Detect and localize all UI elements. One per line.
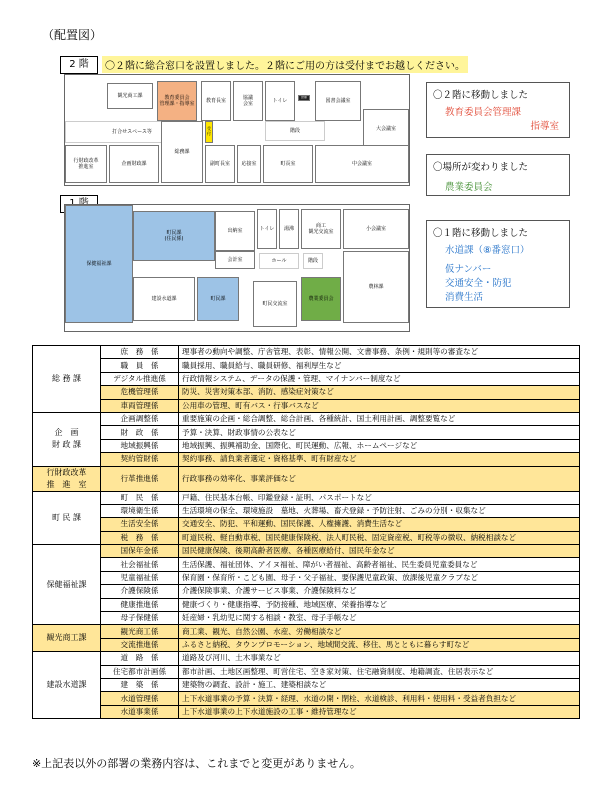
room-kaigi: 協議 会室 — [233, 81, 263, 121]
room-kaidan-2f: 階段 — [265, 121, 325, 141]
section-description: 行政情報システム、データの保護・管理、マイナンバー制度など — [179, 372, 580, 385]
table-row — [33, 466, 580, 491]
room-shutsunou: 出納室 — [215, 211, 255, 251]
table-row — [33, 665, 580, 678]
room-nogyo: 農業委員会 — [301, 277, 341, 321]
table-row — [33, 386, 580, 399]
section-description: 生活保護、福祉団体、アイヌ福祉、障がい者福祉、高齢者福祉、民生委員児童委員など — [179, 558, 580, 571]
section-description: 町道民税、軽自動車税、国民健康保険税、法人町民税、固定資産税、町税等の徴収、納税相談など — [179, 531, 580, 544]
section-description: 地域振興、振興補助金、国際化、町民運動、広報、ホームページなど — [179, 439, 580, 452]
table-row — [33, 612, 580, 625]
table-row — [33, 558, 580, 571]
room-gyoseki: 行財政改革 推進室 — [65, 145, 107, 183]
section-description: 生活環境の保全、環境施設 墓地、火葬場、畜犬登録・予防注射、ごみの分別・収集など — [179, 504, 580, 517]
section-description: 理事者の動向や調整、庁舎管理、表彰、情報公開、文書事務、条例・規則等の審査など — [179, 346, 580, 359]
section-description: 道路及び河川、土木事業など — [179, 652, 580, 665]
section-name: 児童福祉係 — [101, 571, 179, 584]
room-uketsuke: 受付 — [205, 121, 213, 143]
section-description: 行政事務の効率化、事業評価など — [179, 466, 580, 491]
room-somu: 総務課 — [161, 121, 203, 183]
section-name: 企画調整係 — [101, 412, 179, 425]
dept-name: 行財政改革 推 進 室 — [33, 466, 101, 491]
room-storage: 倉庫 — [298, 95, 310, 101]
room-gesui: 湯沸 — [279, 209, 299, 249]
department-table — [32, 345, 580, 719]
section-name: デジタル推進係 — [101, 372, 179, 385]
section-name: 道 路 係 — [101, 652, 179, 665]
floor1-plan — [64, 204, 410, 332]
table-row — [33, 453, 580, 466]
callout2-head: 〇場所が変わりました — [433, 162, 529, 173]
section-description: 妊産婦・乳幼児に関する相談・教室、母子手帳など — [179, 612, 580, 625]
table-row — [33, 426, 580, 439]
callout2-line1: 農業委員会 — [445, 182, 493, 193]
section-description: 建築物の調査、設計・施工、建築相談など — [179, 678, 580, 691]
table-row — [33, 625, 580, 638]
room-kyoikucho: 教育長室 — [201, 81, 231, 121]
section-name: 職 員 係 — [101, 359, 179, 372]
section-name: 交流推進係 — [101, 638, 179, 651]
section-name: 契約管財係 — [101, 453, 179, 466]
table-row — [33, 705, 580, 718]
room-chocho: 町長室 — [263, 145, 313, 183]
section-name: 水道事業係 — [101, 705, 179, 718]
section-name: 財 政 係 — [101, 426, 179, 439]
room-hall: ホール — [259, 253, 299, 269]
section-description: 都市計画、土地区画整理、町営住宅、空き家対策、住宅融資制度、地籍調査、住居表示など — [179, 665, 580, 678]
callout3-line1: 水道課（⑧番窓口） — [445, 245, 530, 256]
callout3-head: 〇１階に移動しました — [433, 228, 529, 239]
section-description: 重要施策の企画・総合調整、総合計画、各種統計、国土利用計画、調整要覧など — [179, 412, 580, 425]
section-name: 社会福祉係 — [101, 558, 179, 571]
table-row — [33, 346, 580, 359]
table-row — [33, 491, 580, 504]
section-name: 国保年金係 — [101, 545, 179, 558]
room-nourin: 農林課 — [343, 251, 409, 323]
room-kikaku: 企画財政課 — [109, 145, 159, 183]
section-name: 危機管理係 — [101, 386, 179, 399]
callout-moved-1f — [426, 220, 570, 308]
section-description: 上下水道事業の予算・決算・経理、水道の開・閉栓、水道検診、利用料・使用料・受益者負担など — [179, 692, 580, 705]
table-row — [33, 439, 580, 452]
footer-note: ※上記表以外の部署の業務内容は、これまでと変更がありません。 — [32, 757, 361, 770]
section-name: 環境衛生係 — [101, 504, 179, 517]
table-row — [33, 504, 580, 517]
table-row — [33, 585, 580, 598]
section-description: 保育園・保育所・こども園、母子・父子福祉、要保護児童政策、放課後児童クラブなど — [179, 571, 580, 584]
dept-name: 観光商工課 — [33, 625, 101, 652]
section-description: 健康づくり・健康指導、予防接種、地域医療、栄養指導など — [179, 598, 580, 611]
section-name: 行革推進係 — [101, 466, 179, 491]
room-kyoiku: 教育委員会 管理課・指導室 — [157, 81, 197, 121]
section-description: 戸籍、住民基本台帳、印鑑登録・証明、パスポートなど — [179, 491, 580, 504]
callout1-line1: 教育委員会管理課 — [445, 107, 522, 118]
section-description: 国民健康保険、後期高齢者医療、各種医療給付、国民年金など — [179, 545, 580, 558]
dept-name: 総 務 課 — [33, 346, 101, 413]
section-name: 車両管理係 — [101, 399, 179, 412]
dept-name: 町 民 課 — [33, 491, 101, 545]
room-lobby: 打合せスペース等 — [65, 121, 199, 143]
floor2-plan — [64, 74, 410, 186]
table-row — [33, 571, 580, 584]
callout-changed — [426, 154, 570, 196]
floor2-notice: 〇２階に総合窓口を設置しました。２階にご用の方は受付までお越しください。 — [102, 56, 468, 73]
dept-name: 建設水道課 — [33, 652, 101, 719]
section-description: 契約事務、請負業者選定・資格基準、町有財産など — [179, 453, 580, 466]
room-kensetsu: 建設水道課 — [133, 277, 195, 321]
section-description: 交通安全、防犯、平和運動、国民保護、人権擁護、消費生活など — [179, 518, 580, 531]
table-row — [33, 638, 580, 651]
table-row — [33, 678, 580, 691]
room-kanko: 観光商工課 — [107, 83, 153, 109]
callout1-head: 〇２階に移動しました — [433, 90, 529, 101]
callout3-line3: 交通安全・防犯 — [445, 278, 512, 289]
table-row — [33, 531, 580, 544]
room-tosho: 図書会議室 — [315, 81, 361, 121]
room-daikaigi: 大会議室 — [363, 109, 409, 149]
table-row — [33, 545, 580, 558]
section-name: 健康推進係 — [101, 598, 179, 611]
table-row — [33, 399, 580, 412]
room-shoko: 商工 観光交流室 — [301, 209, 341, 249]
section-description: 公用車の管理、町有バス・行事バスなど — [179, 399, 580, 412]
dept-name: 企 画 財 政 課 — [33, 412, 101, 466]
section-name: 観光商工係 — [101, 625, 179, 638]
room-hoken: 保健福祉課 — [65, 205, 133, 323]
section-name: 水道管理係 — [101, 692, 179, 705]
table-row — [33, 692, 580, 705]
section-description: 上下水道事業の上下水道施設の工事・維持管理など — [179, 705, 580, 718]
section-description: 商工業、観光、自然公園、水産、労働相談など — [179, 625, 580, 638]
room-osetsu: 応接室 — [237, 145, 261, 183]
table-row — [33, 372, 580, 385]
table-row — [33, 359, 580, 372]
room-shokaigi: 小会議室 — [343, 209, 409, 249]
room-chomin: 町民課 (住民係) — [133, 211, 215, 261]
room-kaikei: 会計室 — [215, 251, 255, 269]
section-name: 母子保健係 — [101, 612, 179, 625]
section-name: 建 築 係 — [101, 678, 179, 691]
room-chukaigi: 中会議室 — [315, 145, 409, 183]
callout-moved-2f — [426, 82, 570, 138]
section-name: 地域振興係 — [101, 439, 179, 452]
section-description: ふるさと納税、タウンプロモーション、地域間交流、移住、馬とともに暮らす町など — [179, 638, 580, 651]
room-toilet-2f: トイレ — [265, 81, 295, 121]
room-fukucho: 副町長室 — [205, 145, 235, 183]
section-description: 防災、災害対策本部、消防、感染症対策など — [179, 386, 580, 399]
page-title: （配置図） — [42, 28, 103, 42]
section-description: 職員採用、職員給与、職員研修、福利厚生など — [179, 359, 580, 372]
callout3-line2: 仮ナンバー — [445, 264, 492, 275]
section-name: 税 務 係 — [101, 531, 179, 544]
section-name: 庶 務 係 — [101, 346, 179, 359]
dept-name: 保健福祉課 — [33, 545, 101, 625]
table-row — [33, 652, 580, 665]
section-description: 介護保険事業、介護サービス事業、介護保険料など — [179, 585, 580, 598]
room-kaidan-1f: 階段 — [303, 253, 323, 269]
floor2-tag: 2 階 — [60, 56, 98, 74]
callout3-line4: 消費生活 — [445, 292, 484, 303]
table-row — [33, 518, 580, 531]
room-kyosai: 町民交流室 — [253, 281, 297, 327]
section-name: 住宅都市計画係 — [101, 665, 179, 678]
room-zeimu: 町民課 — [197, 277, 239, 321]
table-row — [33, 412, 580, 425]
section-name: 介護保険係 — [101, 585, 179, 598]
callout1-line2: 指導室 — [530, 121, 559, 132]
table-row — [33, 598, 580, 611]
section-name: 生活安全係 — [101, 518, 179, 531]
section-description: 予算・決算、財政事情の公表など — [179, 426, 580, 439]
section-name: 町 民 係 — [101, 491, 179, 504]
room-toilet-1f: トイレ — [257, 209, 277, 249]
